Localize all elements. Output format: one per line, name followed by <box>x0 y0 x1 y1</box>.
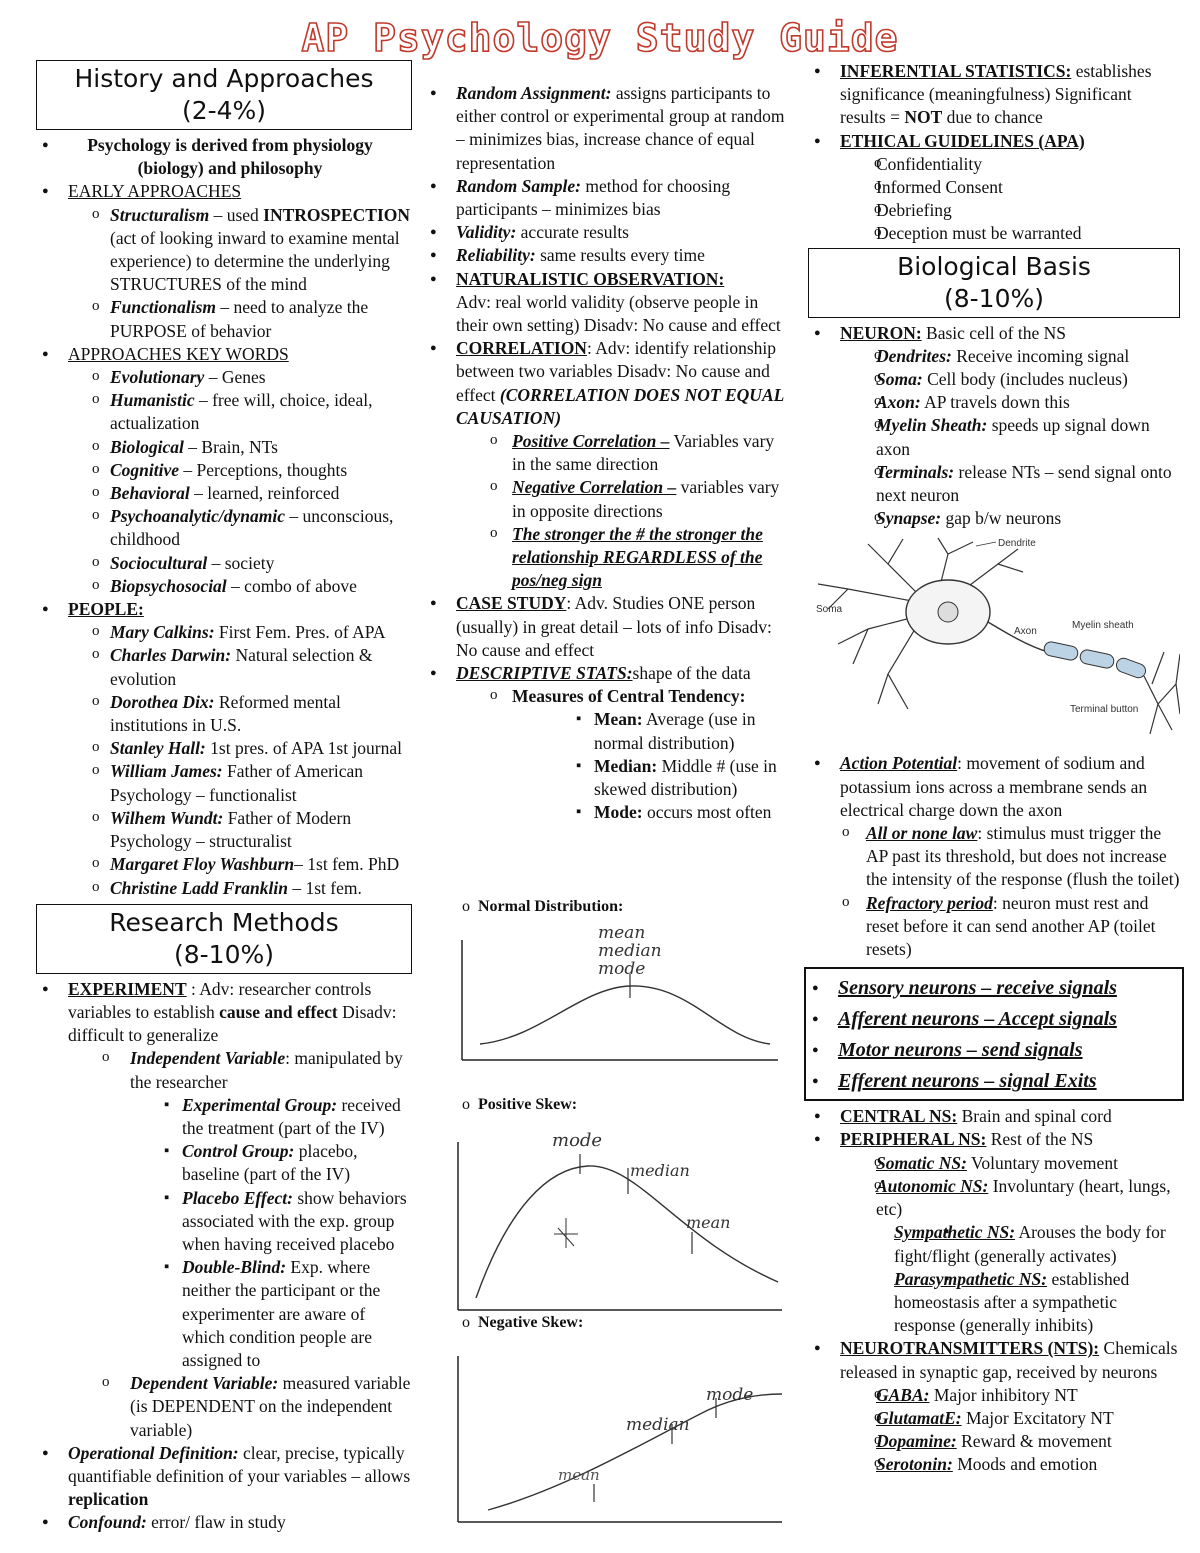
list-item <box>456 476 792 522</box>
list-item <box>96 1187 412 1257</box>
definition: Average (use in normal distribution) <box>594 709 756 753</box>
list-item <box>840 222 1180 245</box>
negative-skew-graph <box>448 1350 790 1530</box>
section-header-research <box>36 904 412 974</box>
list-item <box>424 175 792 221</box>
list-item <box>876 1268 1180 1338</box>
term: Mode: <box>594 802 643 823</box>
term: Validity: <box>456 222 517 243</box>
annot-median: median <box>598 941 662 961</box>
list-item <box>508 755 792 801</box>
annot-mean: mean <box>558 1466 600 1484</box>
annot-median: median <box>630 1161 690 1180</box>
term: Myelin Sheath: <box>876 415 988 436</box>
definition: (act of looking inward to examine mental experience) to determine the underlying STRUCTURES of the mind <box>110 227 400 295</box>
definition: clear, precise, typically quantifiable definition of your variables – allows <box>68 1442 411 1486</box>
term: Biopsychosocial <box>110 575 227 596</box>
neuron-types-box <box>804 967 1184 1101</box>
list-item <box>840 1175 1180 1337</box>
list-item <box>36 343 412 598</box>
definition: release NTs – send signal onto next neuron <box>876 461 1172 506</box>
definition: accurate results <box>516 222 629 243</box>
list-item <box>68 389 412 435</box>
term: Sympathetic NS: <box>894 1222 1016 1243</box>
list-item <box>96 1140 412 1186</box>
definition: – learned, reinforced <box>189 483 340 504</box>
definition: replication <box>68 1489 149 1510</box>
term: Dependent Variable: <box>130 1373 279 1394</box>
list-item <box>424 268 792 338</box>
definition: – used <box>209 204 264 225</box>
list-item <box>36 1511 412 1534</box>
definition: – Genes <box>204 367 266 388</box>
list-item <box>808 1105 1180 1128</box>
neuron-diagram <box>808 534 1180 746</box>
figure-title: Normal Distribution: <box>478 898 624 915</box>
term: Soma: <box>876 369 923 390</box>
term: Experimental Group: <box>182 1094 338 1115</box>
definition: Reformed mental institutions in U.S. <box>110 691 341 736</box>
definition: – need to analyze the PURPOSE of behavior <box>110 297 369 341</box>
list-item <box>840 368 1180 391</box>
term: Axon: <box>876 392 921 413</box>
annot-mode: mode <box>552 1130 603 1151</box>
term: Psychoanalytic/dynamic <box>110 506 285 527</box>
term: William James: <box>110 761 223 782</box>
page-title: AP Psychology Study Guide <box>301 16 899 60</box>
list-item <box>96 1256 412 1372</box>
list-item <box>68 204 412 297</box>
definition: Involuntary (heart, lungs, etc) <box>876 1175 1171 1220</box>
list-item <box>68 575 412 598</box>
list-item: ● Efferent neurons – signal Exits <box>806 1066 1182 1097</box>
list-item <box>36 1442 412 1512</box>
section-weight: (8-10%) <box>174 939 274 969</box>
definition: received the treatment (part of the IV) <box>182 1094 401 1138</box>
term: PERIPHERAL NS: <box>840 1129 987 1150</box>
term: Operational Definition: <box>68 1442 239 1463</box>
definition: Major inhibitory NT <box>929 1384 1078 1405</box>
term: Biological <box>110 436 184 457</box>
term: Synapse: <box>876 508 942 529</box>
list-item <box>808 822 1180 892</box>
label-terminal: Terminal button <box>1070 704 1139 716</box>
term: Reliability: <box>456 245 536 266</box>
term: Somatic NS: <box>876 1152 967 1173</box>
list-item <box>68 482 412 505</box>
list-item <box>840 1453 1180 1476</box>
term: Random Sample: <box>456 175 581 196</box>
definition: method for choosing participants – minimizes bias <box>456 175 731 220</box>
definition: NOT <box>904 107 943 128</box>
definition: placebo, baseline (part of the IV) <box>182 1141 358 1185</box>
definition: : Adv: researcher controls variables to establish <box>68 978 372 1022</box>
term: Autonomic NS: <box>876 1175 989 1196</box>
list-item <box>840 391 1180 414</box>
list-item <box>68 691 412 737</box>
section-title: Biological Basis <box>897 251 1091 281</box>
term: Mary Calkins: <box>110 622 215 643</box>
definition: Rest of the NS <box>986 1129 1094 1150</box>
label-dendrite: Dendrite <box>998 538 1036 550</box>
term: Margaret Floy Washburn <box>110 854 295 875</box>
annot-mean: mean <box>686 1213 731 1232</box>
positive-skew-graph <box>448 1118 790 1318</box>
list-item <box>840 199 1180 222</box>
term: Dorothea Dix: <box>110 691 215 712</box>
term: Dendrites: <box>876 345 952 366</box>
term: Parasympathetic NS: <box>894 1268 1048 1289</box>
list-item <box>424 662 792 824</box>
list-item <box>68 552 412 575</box>
list-item <box>456 430 792 476</box>
list-item <box>840 1152 1180 1175</box>
term: Action Potential <box>840 753 958 774</box>
definition: Informed Consent <box>876 177 1003 198</box>
list-item: ● Sensory neurons – receive signals <box>806 973 1182 1004</box>
distribution-curve <box>488 1394 782 1510</box>
term: Placebo Effect: <box>182 1187 293 1208</box>
list-item <box>508 708 792 754</box>
list-item <box>840 414 1180 460</box>
nucleus <box>938 602 958 622</box>
term: Double-Blind: <box>182 1257 287 1278</box>
definition: – society <box>207 552 275 573</box>
term: Refractory period <box>866 892 993 913</box>
list-item <box>424 82 792 175</box>
definition: speeds up signal down axon <box>876 415 1150 459</box>
list-item <box>808 1337 1180 1476</box>
term: Independent Variable <box>130 1048 286 1069</box>
label-axon: Axon <box>1014 626 1037 638</box>
term: Serotonin: <box>876 1454 953 1475</box>
list-item <box>68 459 412 482</box>
annot-mode: mode <box>598 959 646 979</box>
list-item: ● Psychology is derived from physiology (biology) and philosophy <box>36 134 412 180</box>
list-item <box>96 1094 412 1140</box>
list-item <box>840 461 1180 507</box>
annot-median: median <box>626 1415 690 1435</box>
definition: : Adv: identify relationship between two variables Disadv: No cause and effect <box>456 338 777 405</box>
term: Positive Correlation – <box>512 431 670 452</box>
list-item: ● Afferent neurons – Accept signals <box>806 1004 1182 1035</box>
definition: Voluntary movement <box>966 1152 1118 1173</box>
definition: Natural selection & evolution <box>110 645 373 689</box>
list-item <box>808 60 1180 130</box>
definition: established homeostasis after a sympathetic response (generally inhibits) <box>894 1268 1130 1336</box>
term: NEUROTRANSMITTERS (NTS): <box>840 1338 1100 1359</box>
definition: assigns participants to either control or experimental group at random – minimizes bias, increase chance of equal representation <box>456 83 785 173</box>
definition: occurs most often <box>642 802 772 823</box>
definition: due to chance <box>942 107 1043 128</box>
definition: : manipulated by the researcher <box>130 1048 403 1092</box>
axon-terminals <box>1144 652 1180 734</box>
definition: Variables vary in the same direction <box>512 431 775 475</box>
list-item <box>36 598 412 900</box>
positive-skew-label: o Positive Skew: <box>462 1096 578 1113</box>
label-myelin: Myelin sheath <box>1072 620 1134 632</box>
term: CENTRAL NS: <box>840 1106 958 1127</box>
term: Control Group: <box>182 1141 295 1162</box>
normal-distribution-label: o Normal Distribution: <box>462 898 624 915</box>
term: Functionalism <box>110 297 217 318</box>
definition: : stimulus must trigger the AP past its threshold, but does not increase the intensity of the response (flush the toilet) <box>866 823 1180 890</box>
definition: cause and effect <box>219 1001 338 1022</box>
figure-title: Negative Skew: <box>478 1314 584 1331</box>
term: Random Assignment: <box>456 83 612 103</box>
list-item <box>36 180 412 342</box>
normal-distribution-graph <box>450 918 790 1070</box>
distribution-curve <box>480 986 770 1044</box>
list-item <box>68 644 412 690</box>
term: Dopamine: <box>876 1431 957 1452</box>
section-title: History and Approaches <box>74 64 374 93</box>
definition: Father of Modern Psychology – structuralist <box>110 807 352 852</box>
definition: AP travels down this <box>920 392 1070 413</box>
term: NEURON: <box>840 322 922 343</box>
definition: show behaviors associated with the exp. group when having received placebo <box>182 1187 407 1254</box>
list-item <box>68 807 412 853</box>
list-item <box>808 892 1180 962</box>
list-item <box>840 176 1180 199</box>
list-item <box>840 507 1180 530</box>
definition: – unconscious, childhood <box>110 506 394 550</box>
term: Evolutionary <box>110 367 205 388</box>
list-item <box>68 737 412 760</box>
list-item <box>808 1128 1180 1337</box>
list-item <box>808 752 1180 961</box>
list-item <box>876 1221 1180 1267</box>
list-item <box>68 760 412 806</box>
definition: shape of the data <box>632 663 751 684</box>
term: GlutamatE: <box>876 1407 962 1428</box>
definition: same results every time <box>535 245 705 266</box>
term: The stronger the # the stronger the relationship REGARDLESS of the pos/neg sign <box>512 523 763 591</box>
myelin-sheath <box>1043 641 1148 680</box>
term: CORRELATION <box>456 338 587 359</box>
definition: : neuron must rest and reset before it can send another AP (toilet resets) <box>866 892 1156 960</box>
list-item <box>808 130 1180 246</box>
definition: gap b/w neurons <box>941 508 1062 529</box>
definition: (CORRELATION DOES NOT EQUAL CAUSATION) <box>456 384 784 428</box>
definition: – Brain, NTs <box>183 436 278 457</box>
subheading: Measures of Central Tendency: <box>512 686 746 707</box>
definition: Middle # (use in skewed distribution) <box>594 755 777 800</box>
term: Wilhem Wundt: <box>110 807 224 828</box>
term: ETHICAL GUIDELINES (APA) <box>840 130 1085 151</box>
definition: Major Excitatory NT <box>961 1407 1114 1428</box>
definition: error/ flaw in study <box>146 1512 286 1533</box>
list-item <box>424 592 792 662</box>
section-header-history <box>36 60 412 130</box>
subheading: APPROACHES KEY WORDS <box>68 343 289 364</box>
definition: variables vary in opposite directions <box>512 477 780 521</box>
list-item <box>424 337 792 592</box>
definition: Father of American Psychology – functionalist <box>110 761 364 805</box>
annot-mean: mean <box>598 923 646 943</box>
column-2 <box>424 82 792 825</box>
term: Median: <box>594 755 658 776</box>
term: Structuralism <box>110 204 210 225</box>
list-item <box>840 153 1180 176</box>
list-item <box>36 978 412 1442</box>
list-item <box>68 877 412 900</box>
term: Confound: <box>68 1512 147 1533</box>
definition: establishes significance (meaningfulness) Significant results = <box>840 61 1152 128</box>
definition: Brain and spinal cord <box>957 1106 1112 1127</box>
term: Negative Correlation – <box>512 477 677 498</box>
negative-skew-label: o Negative Skew: <box>462 1314 584 1331</box>
list-item <box>68 505 412 551</box>
term: Sociocultural <box>110 552 208 573</box>
term: Behavioral <box>110 483 190 504</box>
definition: Moods and emotion <box>952 1454 1098 1475</box>
distribution-curve <box>476 1166 778 1298</box>
list-item <box>424 244 792 267</box>
term: CASE STUDY <box>456 593 567 614</box>
term: Stanley Hall: <box>110 738 206 759</box>
definition: Adv: real world validity (observe people in their own setting) Disadv: No cause and effect <box>456 291 781 336</box>
definition: Cell body (includes nucleus) <box>922 369 1128 390</box>
definition: Receive incoming signal <box>951 345 1130 366</box>
figure-title: Positive Skew: <box>478 1096 578 1113</box>
list-item <box>68 621 412 644</box>
list-item <box>424 221 792 244</box>
definition: Chemicals released in synaptic gap, received by neurons <box>840 1338 1178 1382</box>
term: INFERENTIAL STATISTICS: <box>840 61 1072 81</box>
definition: – free will, choice, ideal, actualization <box>110 390 373 434</box>
column-1 <box>36 60 412 1535</box>
list-item <box>840 1407 1180 1430</box>
section-header-biological <box>808 248 1180 318</box>
section-title: Research Methods <box>109 907 339 937</box>
definition: – Perceptions, thoughts <box>179 459 348 480</box>
term: All or none law <box>866 823 978 844</box>
list-item <box>808 322 1180 531</box>
definition: – 1st fem. PhD <box>294 854 400 875</box>
definition: Disadv: difficult to generalize <box>68 1001 397 1046</box>
section-weight: (8-10%) <box>944 283 1044 313</box>
list-item: ● Motor neurons – send signals <box>806 1035 1182 1066</box>
list-item <box>68 1372 412 1442</box>
definition: – 1st fem. <box>287 877 362 898</box>
definition: INTROSPECTION <box>263 204 411 225</box>
definition: : movement of sodium and potassium ions across a membrane sends an electrical charge down the axon <box>840 753 1148 820</box>
list-item <box>840 1430 1180 1453</box>
term: Christine Ladd Franklin <box>110 877 288 898</box>
column-3 <box>808 60 1180 1477</box>
term: Terminals: <box>876 461 955 482</box>
definition: Reward & movement <box>956 1431 1112 1452</box>
list-item <box>68 436 412 459</box>
label-soma: Soma <box>816 604 843 616</box>
definition: : Adv. Studies ONE person (usually) in great detail – lots of info Disadv: No cause and effect <box>456 593 772 660</box>
list-item <box>456 685 792 824</box>
definition: Confidentiality <box>876 153 982 174</box>
term: DESCRIPTIVE STATS: <box>456 663 633 684</box>
list-item <box>840 345 1180 368</box>
term: NATURALISTIC OBSERVATION: <box>456 268 725 289</box>
section-weight: (2-4%) <box>181 96 267 125</box>
subheading: EARLY APPROACHES <box>68 181 242 202</box>
definition: Arouses the body for fight/flight (generally activates) <box>894 1222 1166 1266</box>
subheading: PEOPLE: <box>68 599 144 620</box>
list-item <box>840 1384 1180 1407</box>
list-item <box>68 296 412 342</box>
annot-mode: mode <box>706 1385 754 1405</box>
term: Mean: <box>594 709 643 730</box>
list-item <box>68 366 412 389</box>
list-item <box>508 801 792 824</box>
definition: Debriefing <box>876 200 952 221</box>
list-item <box>68 1047 412 1372</box>
list-item <box>456 523 792 593</box>
definition: 1st pres. of APA 1st journal <box>205 738 403 759</box>
definition: Exp. where neither the participant or the experimenter are aware of which condition people are assigned to <box>182 1257 381 1370</box>
definition: First Fem. Pres. of APA <box>214 622 386 643</box>
definition: – combo of above <box>226 575 357 596</box>
term: Humanistic <box>110 390 195 411</box>
term: Cognitive <box>110 459 180 480</box>
term: GABA: <box>876 1384 930 1405</box>
term: EXPERIMENT <box>68 978 187 999</box>
definition: Deception must be warranted <box>876 223 1082 244</box>
definition: measured variable (is DEPENDENT on the independent variable) <box>130 1373 411 1440</box>
definition: Basic cell of the NS <box>921 322 1067 343</box>
list-item <box>68 853 412 876</box>
term: Charles Darwin: <box>110 645 232 666</box>
